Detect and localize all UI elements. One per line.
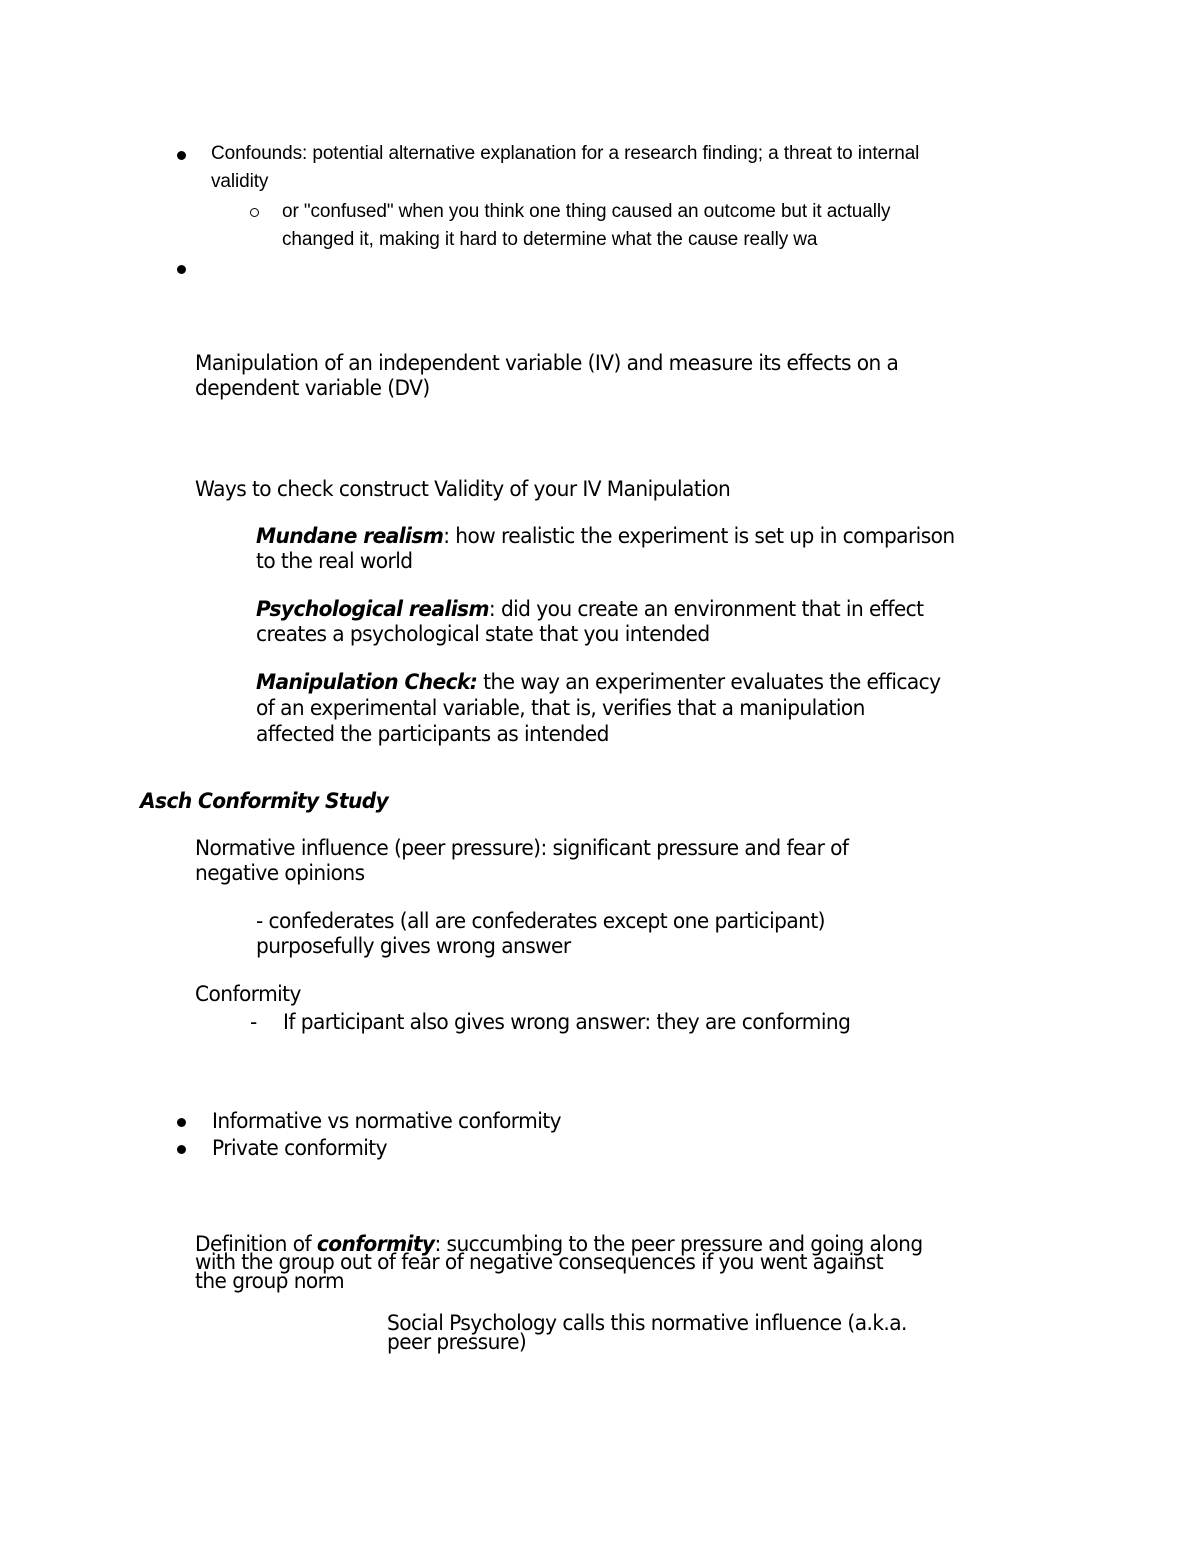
social-psychology-line-1: Social Psychology calls this normative influence (a.k.a. <box>387 1311 907 1335</box>
confounds-line-1: Confounds: potential alternative explanation for a research finding; a threat to internal <box>211 143 920 164</box>
empty-bullet-icon <box>177 265 186 274</box>
mundane-realism-definition: : how realistic the experiment is set up in comparison <box>443 524 955 548</box>
confounds-sub-line-2: changed it, making it hard to determine what the cause really wa <box>282 229 818 250</box>
manipulation-check-line-3: affected the participants as intended <box>256 722 609 746</box>
manipulation-line-2: dependent variable (DV) <box>195 376 430 400</box>
manipulation-check-line-2: of an experimental variable, that is, verifies that a manipulation <box>256 696 865 720</box>
list-item: Informative vs normative conformity <box>212 1109 561 1133</box>
bullet-icon <box>177 1145 186 1154</box>
confederates-line-2: purposefully gives wrong answer <box>256 934 571 958</box>
social-psychology-line-2: peer pressure) <box>387 1330 527 1354</box>
manipulation-check-definition: the way an experimenter evaluates the efficacy <box>477 670 941 694</box>
confounds-sub-line-1: or "confused" when you think one thing caused an outcome but it actually <box>282 201 891 222</box>
conformity-dash: - <box>250 1010 257 1034</box>
mundane-realism-line-2: to the real world <box>256 549 413 573</box>
definition-term: conformity <box>316 1232 435 1256</box>
mundane-realism-term: Mundane realism <box>256 524 444 548</box>
confederates-line-1: - confederates (all are confederates except one participant) <box>256 909 825 933</box>
mundane-realism-line-1 <box>256 524 955 548</box>
psychological-realism-term: Psychological realism <box>256 597 489 621</box>
definition-prefix: Definition of <box>195 1232 317 1256</box>
normative-influence-line-2: negative opinions <box>195 861 365 885</box>
conformity-label: Conformity <box>195 982 301 1006</box>
definition-text: : succumbing to the peer pressure and going along <box>434 1232 923 1256</box>
confounds-line-2: validity <box>211 171 269 192</box>
asch-study-title: Asch Conformity Study <box>140 789 389 813</box>
conformity-item: If participant also gives wrong answer: they are conforming <box>283 1010 851 1034</box>
psychological-realism-line-2: creates a psychological state that you intended <box>256 622 710 646</box>
bullet-icon <box>177 1118 186 1127</box>
manipulation-check-line-1 <box>256 670 941 694</box>
definition-line-3: the group norm <box>195 1269 345 1293</box>
psychological-realism-definition: : did you create an environment that in effect <box>488 597 924 621</box>
sub-bullet-icon <box>250 208 259 217</box>
manipulation-check-term: Manipulation Check: <box>256 670 478 694</box>
list-item: Private conformity <box>212 1136 387 1160</box>
definition-line-2: with the group out of fear of negative consequences if you went against <box>195 1250 884 1274</box>
manipulation-line-1: Manipulation of an independent variable (IV) and measure its effects on a <box>195 351 899 375</box>
psychological-realism-line-1 <box>256 597 924 621</box>
bullet-icon <box>177 151 186 160</box>
normative-influence-line-1: Normative influence (peer pressure): significant pressure and fear of <box>195 836 849 860</box>
construct-validity-heading: Ways to check construct Validity of your IV Manipulation <box>195 477 731 501</box>
